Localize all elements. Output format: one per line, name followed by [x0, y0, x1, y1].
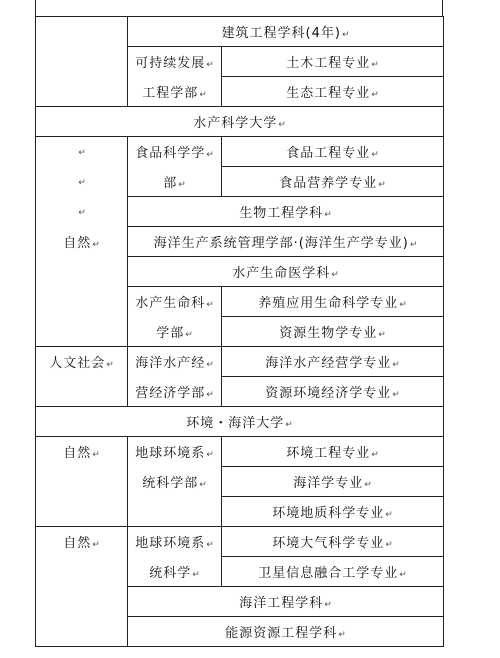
paragraph-mark-icon: ↵ — [185, 329, 193, 340]
field-cell — [36, 467, 128, 497]
table-row — [36, 587, 444, 617]
subject-cell-text: 海洋生产系统管理学部·(海洋生产学专业) — [153, 236, 409, 251]
field-cell-text: 自然 — [63, 236, 92, 251]
paragraph-mark-icon: ↵ — [371, 60, 379, 70]
table-row — [36, 527, 444, 557]
major-cell — [222, 527, 444, 557]
major-cell — [222, 377, 444, 407]
table-row — [36, 107, 444, 137]
faculty-cell-text: 部 — [163, 175, 178, 191]
major-cell — [222, 317, 444, 347]
paragraph-mark-icon: ↵ — [206, 389, 214, 400]
major-cell-text: 海洋水产经营学专业 — [265, 356, 392, 371]
field-cell — [36, 197, 128, 227]
stray-paragraph-mark-icon: ↵ — [78, 148, 86, 159]
paragraph-mark-icon: ↵ — [385, 510, 393, 520]
field-cell — [36, 347, 128, 377]
faculty-cell — [128, 527, 222, 557]
paragraph-mark-icon: ↵ — [92, 450, 100, 461]
paragraph-mark-icon: ↵ — [199, 480, 207, 490]
table-row — [36, 137, 444, 167]
field-cell-text: 人文社会 — [49, 356, 106, 372]
table-row — [36, 197, 444, 227]
paragraph-mark-icon: ↵ — [92, 540, 100, 551]
field-cell — [36, 17, 128, 47]
paragraph-mark-icon: ↵ — [192, 569, 200, 580]
paragraph-mark-icon: ↵ — [399, 300, 407, 310]
faculty-cell-text: 地球环境系 — [135, 536, 206, 552]
faculty-cell — [128, 497, 222, 527]
major-cell — [222, 347, 444, 377]
major-cell-text: 食品工程专业 — [286, 146, 371, 161]
field-cell — [36, 557, 128, 587]
paragraph-mark-icon: ↵ — [199, 89, 207, 100]
university-heading-cell — [36, 107, 444, 137]
table-row — [36, 47, 444, 77]
field-cell — [36, 287, 128, 317]
field-cell — [36, 377, 128, 407]
major-cell-text: 资源生物学专业 — [279, 326, 378, 341]
table-row — [36, 167, 444, 197]
faculty-cell-text: 水产生命科 — [135, 296, 206, 312]
faculty-cell-text: 可持续发展 — [135, 56, 206, 72]
field-cell — [36, 167, 128, 197]
field-cell-text: 自然 — [63, 446, 92, 462]
paragraph-mark-icon: ↵ — [392, 390, 400, 400]
table-row — [36, 407, 444, 437]
table-row — [36, 17, 444, 47]
major-cell-text: 环境地质科学专业 — [272, 506, 385, 521]
paragraph-mark-icon: ↵ — [178, 179, 186, 190]
major-cell — [222, 467, 444, 497]
major-cell — [222, 47, 444, 77]
table-row — [36, 497, 444, 527]
paragraph-mark-icon: ↵ — [341, 30, 350, 40]
faculty-cell — [128, 287, 222, 317]
field-cell — [36, 137, 128, 167]
paragraph-mark-icon: ↵ — [364, 480, 372, 490]
field-cell — [36, 587, 128, 617]
subject-cell — [128, 617, 444, 647]
faculty-cell — [128, 47, 222, 77]
major-cell-text: 土木工程专业 — [286, 56, 371, 71]
major-cell-text: 卫星信息融合工学专业 — [258, 566, 399, 581]
paragraph-mark-icon: ↵ — [371, 150, 379, 160]
subject-cell-text: 水产生命医学科 — [232, 266, 331, 281]
subject-cell-text: 生物工程学科 — [239, 206, 324, 221]
table-row — [36, 467, 444, 497]
faculty-cell-text: 地球环境系 — [135, 446, 206, 462]
field-cell — [36, 77, 128, 107]
faculty-cell-text: 海洋水产经 — [135, 356, 206, 372]
university-heading-cell-text: 环境・海洋大学 — [186, 416, 285, 431]
paragraph-mark-icon: ↵ — [399, 570, 407, 580]
paragraph-mark-icon: ↵ — [378, 180, 386, 190]
field-cell — [36, 527, 128, 557]
major-cell-text: 资源环境经济学专业 — [265, 386, 392, 401]
table-row — [36, 77, 444, 107]
faculty-cell-text: 营经济学部 — [135, 385, 206, 401]
faculty-cell-text: 学部 — [156, 325, 185, 341]
major-cell — [222, 437, 444, 467]
paragraph-mark-icon: ↵ — [371, 450, 379, 460]
major-cell-text: 养殖应用生命科学专业 — [258, 296, 399, 311]
stray-paragraph-mark-icon: ↵ — [78, 208, 86, 218]
department-table-body — [36, 17, 444, 647]
stray-paragraph-mark-icon: ↵ — [78, 178, 86, 188]
subject-cell — [128, 257, 444, 287]
field-cell — [36, 47, 128, 77]
faculty-cell — [128, 377, 222, 407]
faculty-cell-text: 食品科学学 — [135, 146, 206, 162]
paragraph-mark-icon: ↵ — [371, 90, 379, 100]
table-row — [36, 317, 444, 347]
paragraph-mark-icon: ↵ — [206, 450, 214, 461]
paragraph-mark-icon: ↵ — [285, 420, 293, 430]
major-cell — [222, 137, 444, 167]
field-cell — [36, 227, 128, 257]
paragraph-mark-icon: ↵ — [92, 240, 100, 250]
field-cell — [36, 437, 128, 467]
table-row — [36, 617, 444, 647]
paragraph-mark-icon: ↵ — [206, 300, 214, 311]
major-cell — [222, 77, 444, 107]
subject-cell — [128, 17, 444, 47]
paragraph-mark-icon: ↵ — [206, 360, 214, 371]
faculty-cell — [128, 137, 222, 167]
paragraph-mark-icon: ↵ — [206, 60, 214, 71]
paragraph-mark-icon: ↵ — [324, 210, 332, 220]
subject-cell-text: 建筑工程学科(4年) — [221, 26, 341, 41]
major-cell-text: 环境工程专业 — [286, 446, 371, 461]
paragraph-mark-icon: ↵ — [106, 360, 114, 371]
paragraph-mark-icon: ↵ — [278, 120, 286, 130]
major-cell — [222, 287, 444, 317]
table-row — [36, 377, 444, 407]
faculty-cell — [128, 557, 222, 587]
field-cell — [36, 257, 128, 287]
faculty-cell — [128, 317, 222, 347]
table-top-continuation — [35, 0, 443, 16]
table-row — [36, 437, 444, 467]
paragraph-mark-icon: ↵ — [392, 360, 400, 370]
faculty-cell — [128, 77, 222, 107]
major-cell-text: 海洋学专业 — [293, 476, 364, 491]
faculty-cell-text: 统科学部 — [142, 476, 199, 491]
subject-cell-text: 能源资源工程学科 — [225, 626, 338, 641]
major-cell — [222, 497, 444, 527]
table-row — [36, 557, 444, 587]
table-row — [36, 227, 444, 257]
table-row — [36, 347, 444, 377]
subject-cell — [128, 587, 444, 617]
paragraph-mark-icon: ↵ — [206, 150, 214, 161]
faculty-cell — [128, 347, 222, 377]
table-row — [36, 287, 444, 317]
subject-cell-text: 海洋工程学科 — [239, 596, 324, 611]
major-cell-text: 生态工程专业 — [286, 86, 371, 101]
paragraph-mark-icon: ↵ — [331, 270, 339, 280]
table-row — [36, 257, 444, 287]
major-cell — [222, 557, 444, 587]
university-heading-cell-text: 水产科学大学 — [193, 116, 278, 131]
university-heading-cell — [36, 407, 444, 437]
paragraph-mark-icon: ↵ — [409, 240, 418, 250]
faculty-cell — [128, 467, 222, 497]
faculty-cell — [128, 167, 222, 197]
faculty-cell — [128, 437, 222, 467]
paragraph-mark-icon: ↵ — [378, 330, 386, 340]
paragraph-mark-icon: ↵ — [385, 540, 393, 550]
faculty-cell-text: 工程学部 — [142, 85, 199, 101]
field-cell — [36, 497, 128, 527]
subject-cell — [128, 197, 444, 227]
major-cell — [222, 167, 444, 197]
major-cell-text: 食品营养学专业 — [279, 176, 378, 191]
subject-cell — [128, 227, 444, 257]
paragraph-mark-icon: ↵ — [324, 600, 332, 610]
faculty-cell-text: 统科学 — [149, 565, 192, 581]
field-cell-text: 自然 — [63, 536, 92, 552]
major-cell-text: 环境大气科学专业 — [272, 536, 385, 551]
department-table — [35, 16, 444, 647]
paragraph-mark-icon: ↵ — [338, 630, 346, 640]
field-cell — [36, 317, 128, 347]
field-cell — [36, 617, 128, 647]
paragraph-mark-icon: ↵ — [206, 540, 214, 551]
